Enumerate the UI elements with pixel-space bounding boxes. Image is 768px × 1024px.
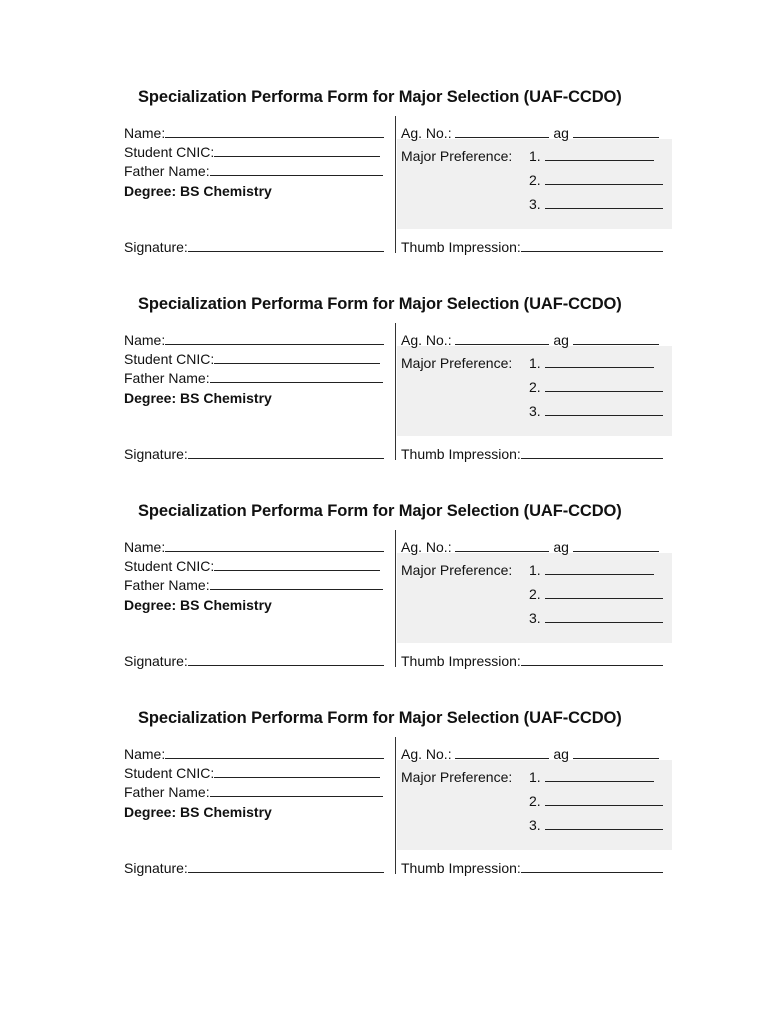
thumb-impression-field[interactable] [401,239,663,255]
ag-no-label: Ag. No.: [401,125,452,141]
ag-no-field[interactable] [401,746,659,762]
ag-no-blank[interactable] [455,332,549,345]
preference-2-blank[interactable] [545,586,663,599]
ag-suffix: ag [553,332,569,348]
preference-3-blank[interactable] [545,817,663,830]
ag-suffix: ag [553,539,569,555]
preference-1-blank[interactable] [545,769,654,782]
cnic-field[interactable] [124,765,380,781]
name-blank[interactable] [165,332,384,345]
cnic-label: Student CNIC: [124,558,215,574]
form-title: Specialization Performa Form for Major Selection (UAF-CCDO) [138,502,622,520]
signature-label: Signature: [124,860,188,876]
preference-3-field[interactable] [529,403,663,419]
ag-no-blank[interactable] [455,125,549,138]
father-name-label: Father Name: [124,370,210,386]
preference-1-number: 1. [529,148,541,164]
preference-1-number: 1. [529,355,541,371]
preference-2-number: 2. [529,793,541,809]
thumb-impression-label: Thumb Impression: [401,446,521,462]
signature-label: Signature: [124,239,188,255]
cnic-field[interactable] [124,351,380,367]
preference-2-field[interactable] [529,379,663,395]
ag-no-field[interactable] [401,539,659,555]
thumb-impression-field[interactable] [401,446,663,462]
cnic-blank[interactable] [214,144,380,157]
name-blank[interactable] [165,539,384,552]
preference-1-field[interactable] [529,562,654,578]
ag-no-label: Ag. No.: [401,332,452,348]
cnic-label: Student CNIC: [124,765,215,781]
preference-2-field[interactable] [529,793,663,809]
father-name-label: Father Name: [124,577,210,593]
ag-suffix-blank[interactable] [573,746,659,759]
name-blank[interactable] [165,746,384,759]
ag-no-label: Ag. No.: [401,746,452,762]
ag-suffix-blank[interactable] [573,125,659,138]
form-title: Specialization Performa Form for Major Selection (UAF-CCDO) [138,88,622,106]
preference-3-blank[interactable] [545,403,663,416]
preference-3-number: 3. [529,196,541,212]
ag-suffix-blank[interactable] [573,539,659,552]
form-title: Specialization Performa Form for Major Selection (UAF-CCDO) [138,709,622,727]
thumb-impression-field[interactable] [401,860,663,876]
degree-label: Degree: BS Chemistry [124,597,272,613]
name-label: Name: [124,125,166,141]
cnic-blank[interactable] [214,351,380,364]
father-name-field[interactable] [124,370,383,386]
preference-3-field[interactable] [529,610,663,626]
name-label: Name: [124,746,166,762]
name-blank[interactable] [165,125,384,138]
ag-no-field[interactable] [401,332,659,348]
cnic-field[interactable] [124,144,380,160]
signature-blank[interactable] [188,653,384,666]
degree-label: Degree: BS Chemistry [124,183,272,199]
name-label: Name: [124,539,166,555]
preference-3-blank[interactable] [545,196,663,209]
thumb-impression-blank[interactable] [521,653,663,666]
signature-label: Signature: [124,653,188,669]
name-field[interactable] [124,746,384,762]
preference-1-blank[interactable] [545,355,654,368]
preference-2-field[interactable] [529,586,663,602]
preference-2-number: 2. [529,172,541,188]
preference-1-number: 1. [529,562,541,578]
thumb-impression-label: Thumb Impression: [401,653,521,669]
father-name-label: Father Name: [124,784,210,800]
ag-no-label: Ag. No.: [401,539,452,555]
preference-3-field[interactable] [529,196,663,212]
ag-suffix: ag [553,746,569,762]
specialization-form-2 [124,295,684,485]
preference-2-number: 2. [529,379,541,395]
father-name-blank[interactable] [210,577,383,590]
signature-blank[interactable] [188,860,384,873]
ag-suffix: ag [553,125,569,141]
degree-label: Degree: BS Chemistry [124,804,272,820]
cnic-blank[interactable] [214,558,380,571]
major-preference-label: Major Preference: [401,148,513,164]
preference-2-number: 2. [529,586,541,602]
specialization-form-1 [124,88,684,278]
father-name-blank[interactable] [210,163,383,176]
major-preference-label: Major Preference: [401,562,513,578]
cnic-label: Student CNIC: [124,144,215,160]
cnic-label: Student CNIC: [124,351,215,367]
name-label: Name: [124,332,166,348]
name-field[interactable] [124,332,384,348]
column-divider [395,737,396,874]
thumb-impression-label: Thumb Impression: [401,860,521,876]
name-field[interactable] [124,125,384,141]
father-name-field[interactable] [124,163,383,179]
major-preference-label: Major Preference: [401,355,513,371]
father-name-label: Father Name: [124,163,210,179]
signature-blank[interactable] [188,446,384,459]
preference-3-number: 3. [529,403,541,419]
signature-field[interactable] [124,446,384,462]
signature-field[interactable] [124,653,384,669]
preference-1-blank[interactable] [545,148,654,161]
preference-3-field[interactable] [529,817,663,833]
preference-2-blank[interactable] [545,793,663,806]
form-title: Specialization Performa Form for Major Selection (UAF-CCDO) [138,295,622,313]
cnic-blank[interactable] [214,765,380,778]
thumb-impression-blank[interactable] [521,239,663,252]
preference-2-blank[interactable] [545,172,663,185]
ag-no-blank[interactable] [455,746,549,759]
father-name-field[interactable] [124,784,383,800]
father-name-blank[interactable] [210,784,383,797]
thumb-impression-field[interactable] [401,653,663,669]
ag-no-blank[interactable] [455,539,549,552]
signature-blank[interactable] [188,239,384,252]
major-preference-label: Major Preference: [401,769,513,785]
father-name-field[interactable] [124,577,383,593]
degree-label: Degree: BS Chemistry [124,390,272,406]
preference-2-blank[interactable] [545,379,663,392]
specialization-form-3 [124,502,684,692]
preference-1-number: 1. [529,769,541,785]
name-field[interactable] [124,539,384,555]
thumb-impression-blank[interactable] [521,860,663,873]
cnic-field[interactable] [124,558,380,574]
ag-no-field[interactable] [401,125,659,141]
thumb-impression-label: Thumb Impression: [401,239,521,255]
father-name-blank[interactable] [210,370,383,383]
preference-1-blank[interactable] [545,562,654,575]
signature-field[interactable] [124,860,384,876]
signature-label: Signature: [124,446,188,462]
preference-1-field[interactable] [529,148,654,164]
preference-3-number: 3. [529,610,541,626]
column-divider [395,323,396,460]
column-divider [395,116,396,253]
ag-suffix-blank[interactable] [573,332,659,345]
thumb-impression-blank[interactable] [521,446,663,459]
preference-1-field[interactable] [529,355,654,371]
column-divider [395,530,396,667]
preference-1-field[interactable] [529,769,654,785]
preference-2-field[interactable] [529,172,663,188]
specialization-form-4 [124,709,684,899]
preference-3-number: 3. [529,817,541,833]
preference-3-blank[interactable] [545,610,663,623]
signature-field[interactable] [124,239,384,255]
